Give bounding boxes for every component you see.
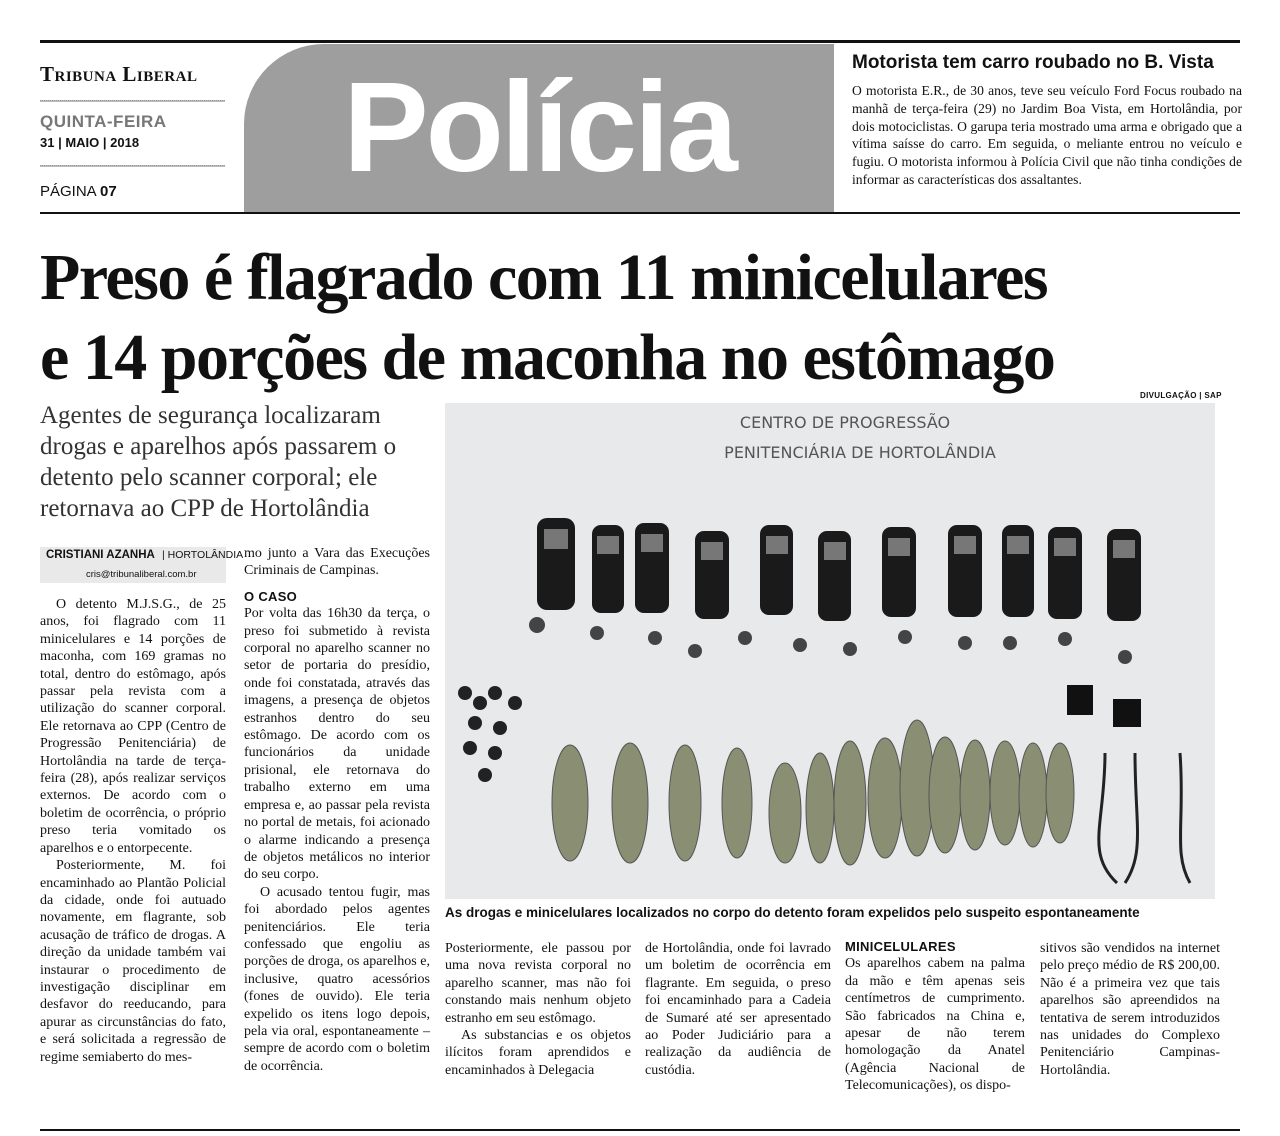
byline-section-label: HORTOLÂNDIA [167,549,244,561]
paragraph: Posteriormente, ele passou por uma nova revista corporal no aparelho scanner, mas não foi constando mais nenhum objeto estranho em seu estômago. [445,941,631,1026]
article-column-5 [845,930,1025,1095]
photo-sign-line-2: PENITENCIÁRIA DE HORTOLÂNDIA [724,443,996,462]
date-day: 31 [40,135,55,150]
article-column-4 [645,940,831,1079]
photo-credit: DIVULGAÇÃO | SAP [1140,391,1222,400]
top-rule [40,40,1240,43]
masthead-divider [40,100,225,102]
section-heading-minicelulares: MINICELULARES [845,939,956,954]
byline-email: cris@tribunaliberal.com.br [86,569,197,580]
headline-line-2: e 14 porções de maconha no estômago [40,321,1055,394]
article-column-3 [445,940,631,1079]
newspaper-brand: Tribuna Liberal [40,62,198,86]
section-heading-o-caso: O CASO [244,588,298,604]
subheadline: Agentes de segurança localizaram drogas e aparelhos após passarem o detento pelo scanner corporal; ele retornava ao CPP de Hortolândia [40,402,397,522]
photo-sign-line-1: CENTRO DE PROGRESSÃO [739,413,951,432]
paragraph: Por volta das 16h30 da terça, o preso foi submetido à revista corporal no aparelho scanner no setor de portaria do presídio, onde foi constatada, através das imagens, a presença de objetos estranhos dentro do seu estômago. De acordo com os funcionários da unidade prisional, ele retornava do trabalho externo em uma empresa e, ao passar pela revista no portal de metais, foi acionado o alarme indicando a presença de objetos metálicos no interior do seu corpo. [244,606,430,883]
photo-caption: As drogas e minicelulares localizados no corpo do detento foram expelidos pelo suspeito espontaneamente [445,905,1140,920]
byline-section: | HORTOLÂNDIA [162,549,244,561]
paragraph: de Hortolândia, onde foi lavrado um boletim de ocorrência em flagrante. Em seguida, o preso foi encaminhado para a Cadeia de Sumaré até ser apresentado ao Poder Judiciário para a realização da audiência de custódia. [645,941,831,1078]
paragraph: O detento M.J.S.G., de 25 anos, foi flagrado com 11 minicelulares e 14 porções de maconha, com 169 gramas no total, dentro do estômago, após passar pela revista com a utilização do scanner corporal. Ele retornava ao CPP (Centro de Progressão Penitenciária) de Hortolândia na tarde de terça-feira (28), após realizar serviços externos. De acordo com o boletim de ocorrência, o próprio preso teria vomitado os aparelhos e o entorpecente. [40,597,226,856]
paragraph: Posteriormente, M. foi encaminhado ao Plantão Policial da cidade, onde foi autuado novamente, em flagrante, sob acusação de tráfico de drogas. A direção da unidade também vai instaurar o procedimento de investigação disciplinar em desfavor do reeducando, para apurar as circunstâncias do fato, e será solicitada a regressão de regime semiaberto do mes- [40,858,226,1065]
paragraph: sitivos são vendidos na internet pelo preço médio de R$ 200,00. Não é a primeira vez que tais aparelhos são apreendidos na tentativa de serem introduzidos nas unidades do Complexo Penitenciário Campinas-Hortolândia. [1040,941,1220,1078]
paragraph: mo junto a Vara das Execuções Criminais de Campinas. [244,546,430,579]
side-story-headline: Motorista tem carro roubado no B. Vista [852,52,1214,73]
section-title: Polícia [343,56,735,199]
paragraph: O acusado tentou fugir, mas foi abordado pelos agentes penitenciários. Ele teria confessado que engoliu as porções de droga, os aparelhos e, inclusive, quatro acessórios (fones de ouvido). Ele teria expelido os itens logo depois, pela via oral, espontaneamente – sempre de acordo com o boletim de ocorrência. [244,884,430,1074]
side-story-body: O motorista E.R., de 30 anos, teve seu veículo Ford Focus roubado na manhã de terça-feira (29) no Jardim Boa Vista, em Hortolândia, por dois motociclistas. O garupa teria mostrado uma arma e obrigado que a vítima saísse do carro. Em seguida, o meliante entrou no veículo e fugiu. O motorista informou à Polícia Civil que não tinha condições de informar as características dos assaltantes. [852,83,1242,187]
date-year: 2018 [110,135,140,150]
header-bottom-rule [40,212,1240,214]
article-column-1 [40,596,226,1066]
article-column-6 [1040,940,1220,1079]
article-column-2 [244,545,430,1075]
paragraph: As substancias e os objetos ilícitos foram aprendidos e encaminhados à Delegacia [445,1028,631,1078]
main-headline [40,238,1260,398]
headline-line-1: Preso é flagrado com 11 minicelulares [40,241,1048,314]
masthead-divider-2 [40,165,225,167]
page-label: PÁGINA [40,183,96,200]
weekday: QUINTA-FEIRA [40,112,167,131]
byline-author: CRISTIANI AZANHA [46,549,155,561]
date-line: 31 | MAIO | 2018 [40,135,140,150]
bottom-rule [40,1129,1240,1131]
paragraph: Os aparelhos cabem na palma da mão e têm apenas seis centímetros de cumprimento. São fabricados na China e, apesar de não terem homologação da Anatel (Agência Nacional de Telecomunicações), os dispo- [845,956,1025,1094]
article-photo [445,403,1215,899]
page-number-value: 07 [100,183,117,200]
seized-items-illustration [445,403,1215,899]
date-month: MAIO [65,135,100,150]
page-number [40,183,117,200]
